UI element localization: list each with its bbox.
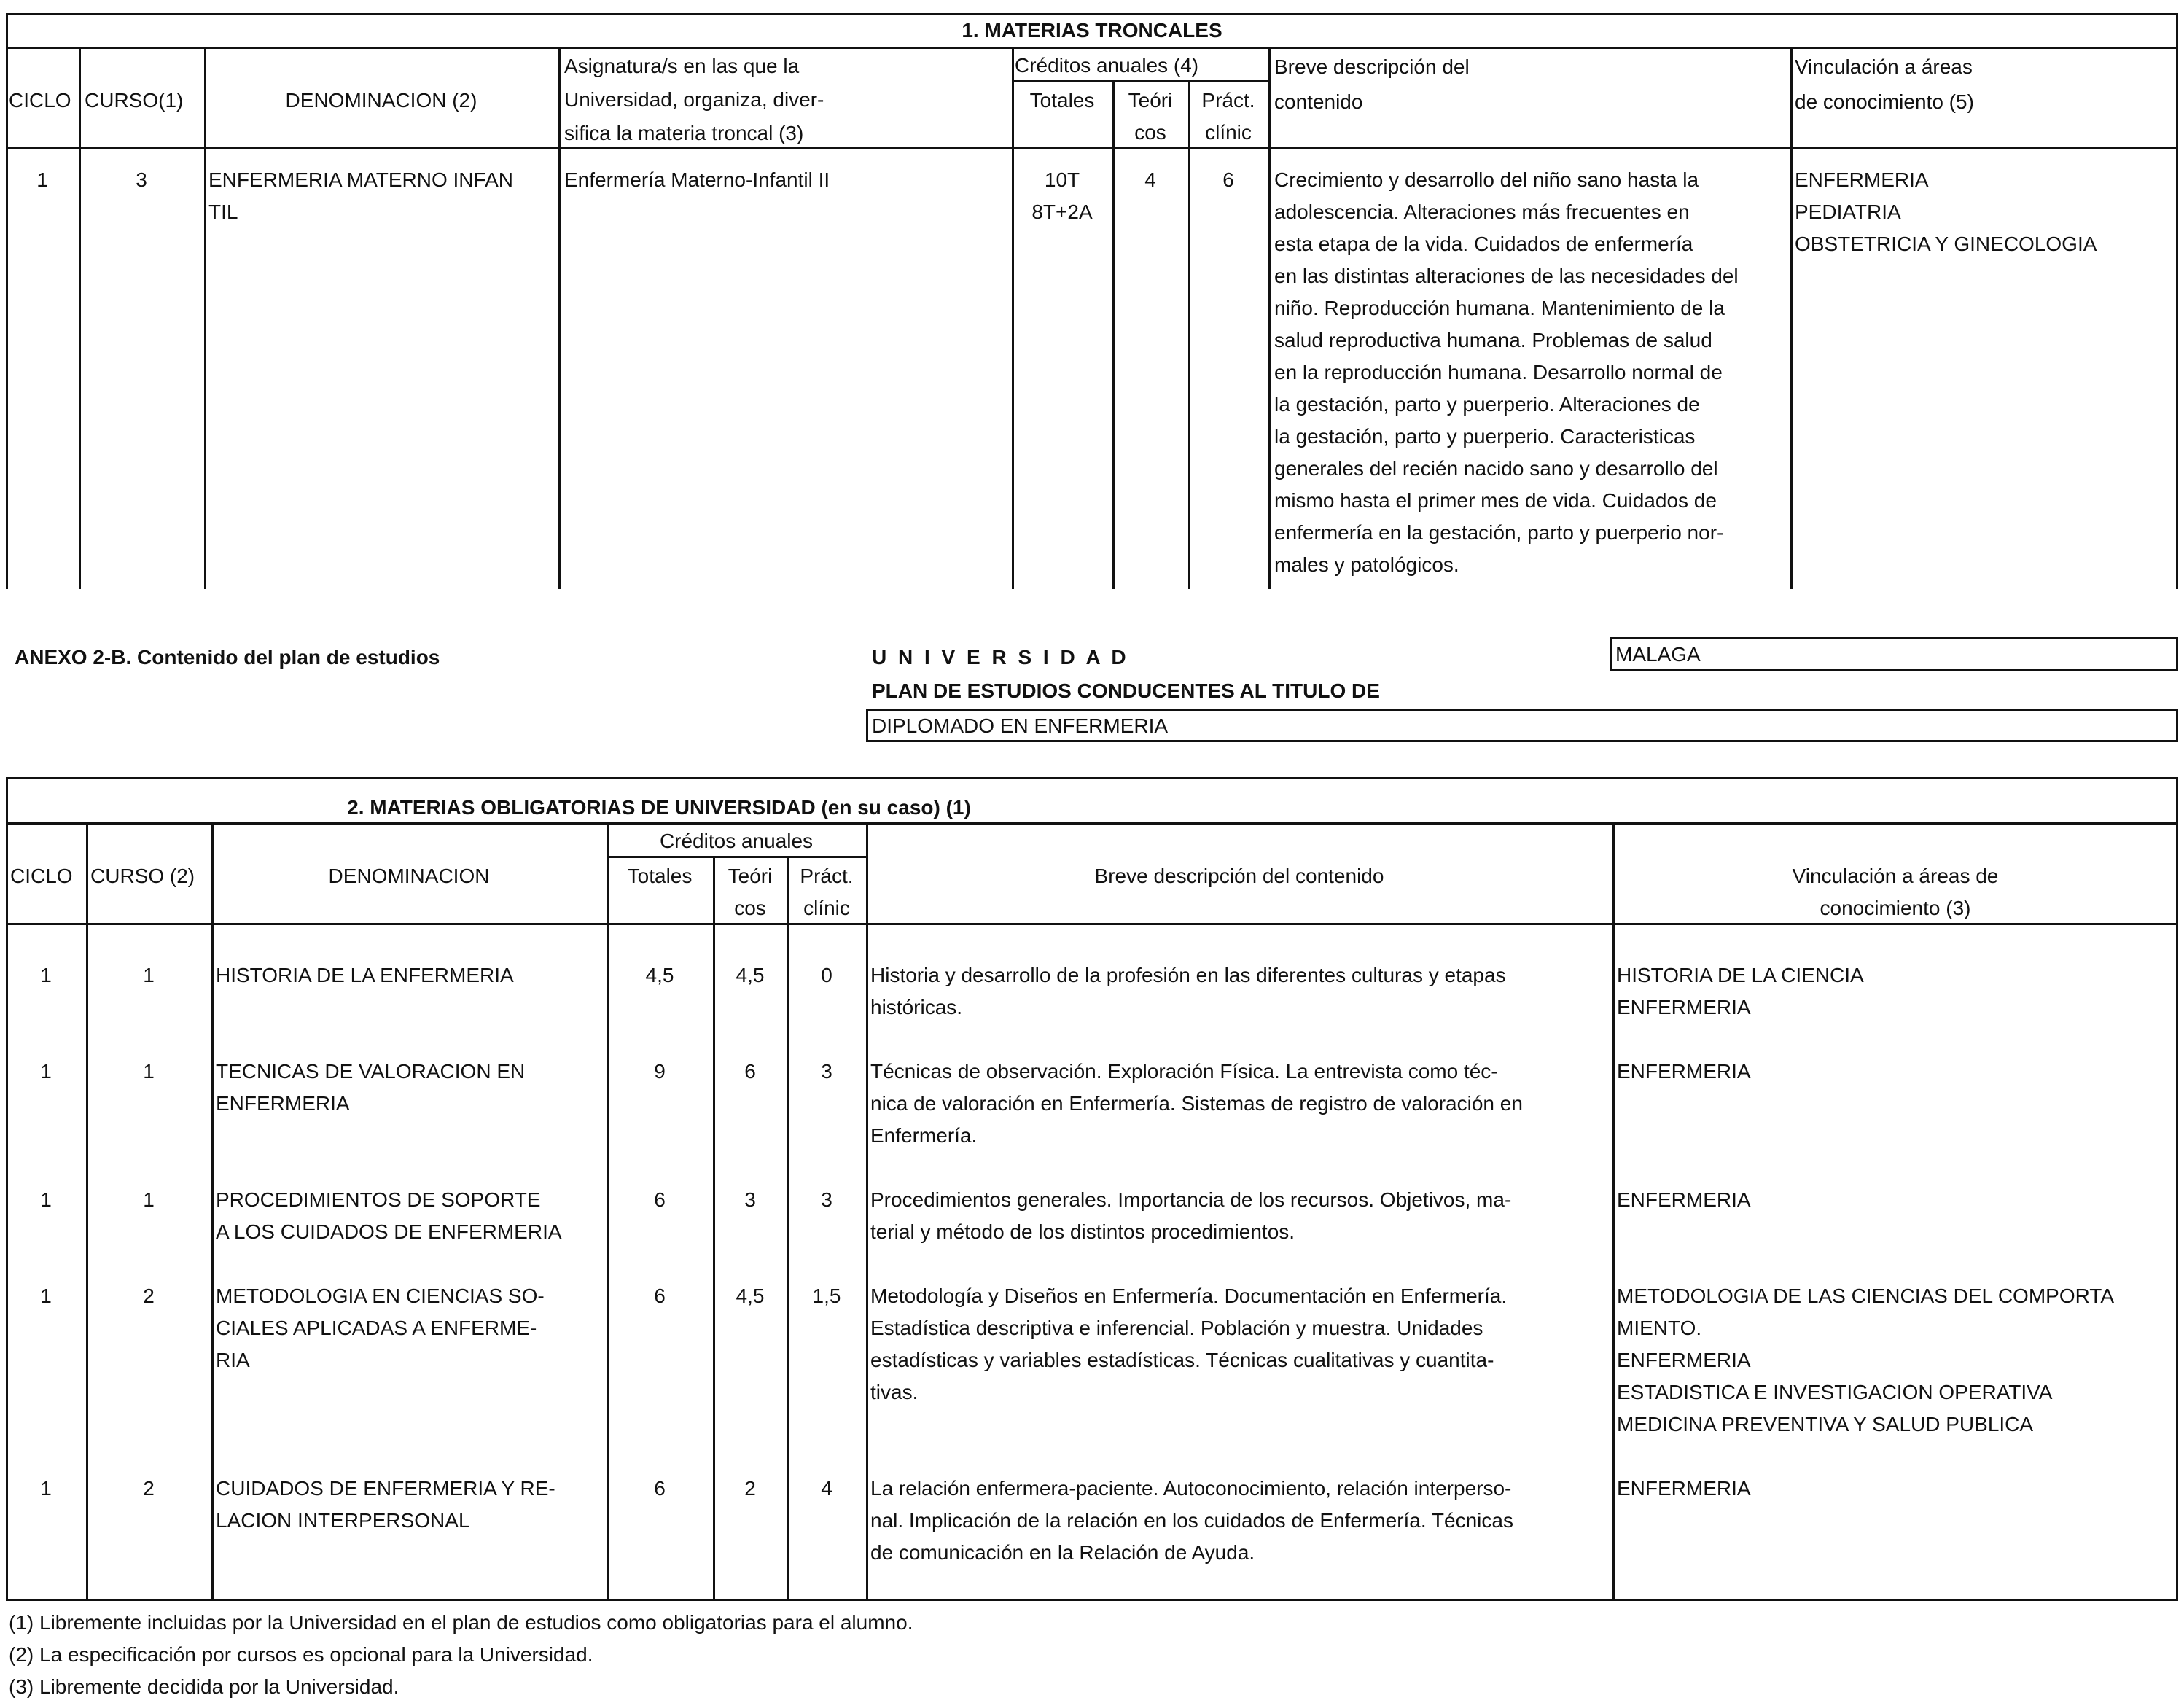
header-creditos-anuales: Créditos anuales (4)	[1015, 54, 1199, 77]
header-ciclo: CICLO	[10, 865, 73, 887]
footnote-1: (1) Libremente incluidas por la Universidad en el plan de estudios como obligatorias para el alumno.	[9, 1611, 913, 1634]
cell-curso: 1	[143, 964, 155, 986]
cell-ciclo: 1	[40, 1060, 52, 1083]
cell-denominacion: METODOLOGIA EN CIENCIAS SO- CIALES APLICADAS A ENFERME- RIA	[216, 1285, 545, 1371]
cell-teoricos: 4	[1144, 168, 1156, 191]
universidad-label: U N I V E R S I D A D	[872, 646, 1129, 669]
cell-curso: 2	[143, 1285, 155, 1307]
cell-ciclo: 1	[40, 964, 52, 986]
cell-denominacion: TECNICAS DE VALORACION EN ENFERMERIA	[216, 1060, 526, 1115]
titulo-value: DIPLOMADO EN ENFERMERIA	[872, 714, 1169, 737]
cell-ciclo: 1	[40, 1477, 52, 1500]
cell-ciclo: 1	[40, 1285, 52, 1307]
cell-descripcion: Crecimiento y desarrollo del niño sano hasta la adolescencia. Alteraciones más frecuentes en esta etapa de la vida. Cuidados de enfermería en las distintas alteraciones de las necesidades del niño. Reproducción humana. Mantenimiento de la salud reproductiva humana. Problemas de salud en la reproducción humana. Desarrollo normal de la gestación, parto y puerperio. Alteraciones de la gestación, parto y puerperio. Caracteristicas generales del recién nacido sano y desarrollo del mismo hasta el primer mes de vida. Cuidados de enfermería en la gestación, parto y puerperio nor- males y patológicos.	[1274, 168, 1739, 576]
cell-denominacion: HISTORIA DE LA ENFERMERIA	[216, 964, 514, 986]
cell-vinculacion: ENFERMERIA	[1617, 1477, 1751, 1500]
cell-totales: 9	[654, 1060, 666, 1083]
header-curso: CURSO (2)	[90, 865, 195, 887]
cell-descripcion: Técnicas de observación. Exploración Física. La entrevista como téc- nica de valoración en Enfermería. Sistemas de registro de valoración en Enfermería.	[870, 1060, 1523, 1147]
header-vinculacion: Vinculación a áreas de conocimiento (3)	[1792, 865, 1999, 919]
cell-vinculacion: ENFERMERIA	[1617, 1188, 1751, 1211]
cell-vinculacion: ENFERMERIA PEDIATRIA OBSTETRICIA Y GINECOLOGIA	[1795, 168, 2097, 255]
header-totales: Totales	[627, 865, 693, 887]
cell-totales: 6	[654, 1285, 666, 1307]
cell-teoricos: 4,5	[736, 1285, 765, 1307]
cell-descripcion: Procedimientos generales. Importancia de los recursos. Objetivos, ma- terial y método de los distintos procedimientos.	[870, 1188, 1512, 1243]
cell-totales: 6	[654, 1477, 666, 1500]
cell-vinculacion: HISTORIA DE LA CIENCIA ENFERMERIA	[1617, 964, 1864, 1018]
header-descripcion: Breve descripción del contenido	[1094, 865, 1384, 887]
cell-curso: 1	[143, 1188, 155, 1211]
header-asignatura: Asignatura/s en las que la Universidad, organiza, diver- sifica la materia troncal (3)	[564, 55, 824, 144]
header-teoricos: Teóri cos	[728, 865, 773, 919]
header-ciclo: CICLO	[9, 89, 71, 112]
header-denominacion: DENOMINACION (2)	[285, 89, 477, 112]
cell-ciclo: 1	[40, 1188, 52, 1211]
cell-practicos: 6	[1222, 168, 1234, 191]
cell-asignatura: Enfermería Materno-Infantil II	[564, 168, 830, 191]
footnote-3: (3) Libremente decidida por la Universidad.	[9, 1675, 399, 1698]
universidad-value: MALAGA	[1615, 643, 1701, 666]
table2-title: 2. MATERIAS OBLIGATORIAS DE UNIVERSIDAD (en su caso) (1)	[347, 796, 971, 819]
cell-teoricos: 3	[744, 1188, 756, 1211]
table1-title: 1. MATERIAS TRONCALES	[962, 19, 1222, 42]
header-vinculacion: Vinculación a áreas de conocimiento (5)	[1795, 55, 1974, 113]
cell-vinculacion: METODOLOGIA DE LAS CIENCIAS DEL COMPORTA MIENTO. ENFERMERIA ESTADISTICA E INVESTIGACION OPERATIVA MEDICINA PREVENTIVA Y SALUD PUBLICA	[1617, 1285, 2115, 1435]
cell-descripcion: La relación enfermera-paciente. Autoconocimiento, relación interperso- nal. Implicación de la relación en los cuidados de Enfermería. Técnicas de comunicación en la Relación de Ayuda.	[870, 1477, 1513, 1564]
cell-practicos: 0	[821, 964, 832, 986]
header-practicos: Práct. clínic	[1201, 89, 1255, 144]
header-descripcion: Breve descripción del contenido	[1274, 55, 1470, 113]
cell-denominacion: PROCEDIMIENTOS DE SOPORTE A LOS CUIDADOS DE ENFERMERIA	[216, 1188, 562, 1243]
cell-practicos: 4	[821, 1477, 832, 1500]
cell-totales: 4,5	[645, 964, 674, 986]
cell-practicos: 3	[821, 1060, 832, 1083]
cell-curso: 2	[143, 1477, 155, 1500]
header-teoricos: Teóri cos	[1128, 89, 1173, 144]
cell-vinculacion: ENFERMERIA	[1617, 1060, 1751, 1083]
cell-teoricos: 4,5	[736, 964, 765, 986]
footnote-2: (2) La especificación por cursos es opcional para la Universidad.	[9, 1643, 593, 1666]
cell-teoricos: 2	[744, 1477, 756, 1500]
cell-totales: 6	[654, 1188, 666, 1211]
cell-totales: 10T 8T+2A	[1031, 168, 1093, 223]
cell-descripcion: Metodología y Diseños en Enfermería. Documentación en Enfermería. Estadística descriptiva e inferencial. Población y muestra. Unidades estadísticas y variables estadísticas. Técnicas cualitativas y cuantita- tivas.	[870, 1285, 1508, 1403]
cell-denominacion: CUIDADOS DE ENFERMERIA Y RE- LACION INTERPERSONAL	[216, 1477, 555, 1532]
cell-practicos: 3	[821, 1188, 832, 1211]
cell-descripcion: Historia y desarrollo de la profesión en las diferentes culturas y etapas históricas.	[870, 964, 1506, 1018]
header-practicos: Práct. clínic	[800, 865, 854, 919]
cell-teoricos: 6	[744, 1060, 756, 1083]
cell-curso: 3	[136, 168, 147, 191]
cell-ciclo: 1	[36, 168, 48, 191]
header-creditos-anuales: Créditos anuales	[659, 830, 814, 852]
cell-practicos: 1,5	[812, 1285, 841, 1307]
cell-curso: 1	[143, 1060, 155, 1083]
plan-label: PLAN DE ESTUDIOS CONDUCENTES AL TITULO DE	[872, 679, 1380, 702]
annex-title: ANEXO 2-B. Contenido del plan de estudios	[15, 646, 440, 669]
header-denominacion: DENOMINACION	[328, 865, 490, 887]
cell-denominacion: ENFERMERIA MATERNO INFAN TIL	[208, 168, 513, 223]
header-curso: CURSO(1)	[85, 89, 184, 112]
header-totales: Totales	[1029, 89, 1095, 112]
